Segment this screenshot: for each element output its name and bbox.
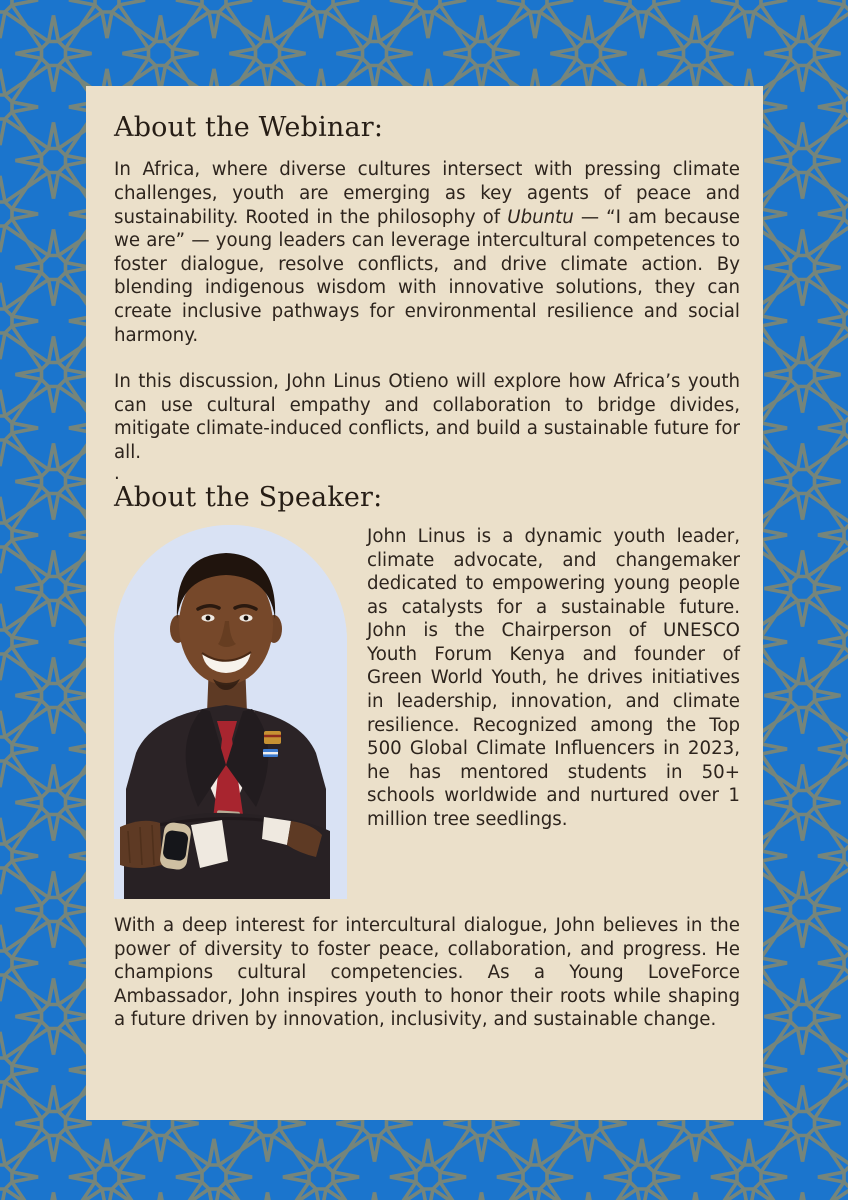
- webinar-intro-paragraph: [114, 158, 740, 347]
- speaker-portrait-image: [114, 525, 347, 899]
- speaker-heading: About the Speaker:: [114, 481, 383, 513]
- closing-paragraph: With a deep interest for intercultural dialogue, John believes in the power of diversity to foster peace, collaboration, and progress. He champions cultural competencies. As a Young LoveForce Ambassador, John inspires youth to honor their roots while shaping a future driven by innovation, inclusivity, and sustainable change.: [114, 914, 740, 1031]
- speaker-photo: [114, 525, 347, 899]
- ubuntu-italic-word: Ubuntu: [507, 206, 574, 228]
- speaker-row: [114, 525, 740, 899]
- stray-period: .: [114, 462, 120, 484]
- webinar-discussion-paragraph: In this discussion, John Linus Otieno will explore how Africa’s youth can use cultural empathy and collaboration to bridge divides, mitigate climate-induced conflicts, and build a sustainable future for all.: [114, 371, 740, 463]
- intro-text-before: In Africa, where diverse cultures intersect with pressing climate challenges, youth are emerging as key agents of peace and sustainability. Rooted in the philosophy of: [114, 159, 740, 228]
- webinar-heading: About the Webinar:: [114, 112, 384, 143]
- content-card: [86, 86, 763, 1120]
- speaker-bio-paragraph: John Linus is a dynamic youth leader, climate advocate, and changemaker dedicated to empowering young people as catalysts for a sustainable future. John is the Chairperson of UNESCO Youth Forum Kenya and founder of Green World Youth, he drives initiatives in leadership, innovation, and climate resilience. Recognized among the Top 500 Global Climate Influencers in 2023, he has mentored students in 50+ schools worldwide and nurtured over 1 million tree seedlings.: [367, 525, 740, 831]
- intro-text-after: — “I am because we are” — young leaders can leverage intercultural competences to foster dialogue, resolve conflicts, and drive climate action. By blending indigenous wisdom with innovative solutions, they can create inclusive pathways for environmental resilience and social harmony.: [114, 206, 740, 346]
